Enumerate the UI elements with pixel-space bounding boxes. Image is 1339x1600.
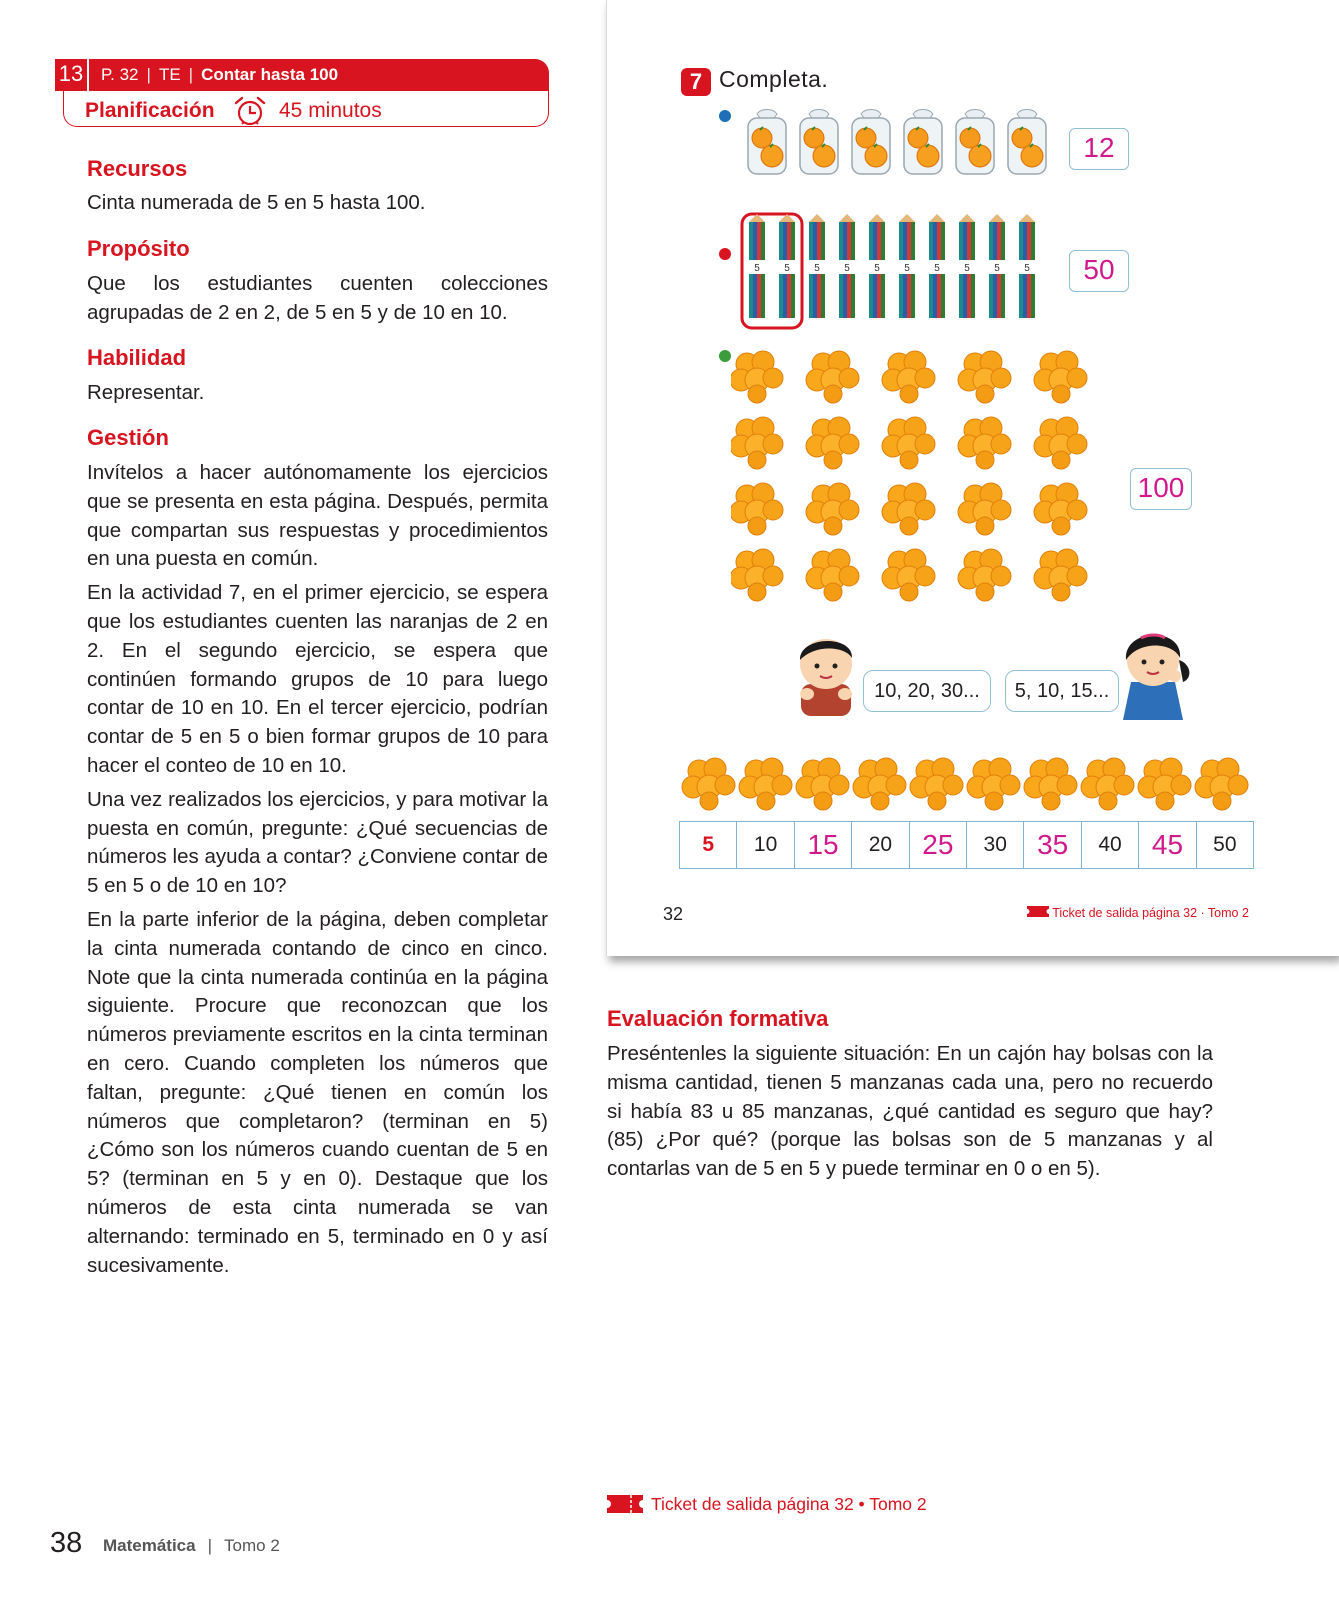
book-code: TE [158,65,181,84]
strip-cell: 5 [680,822,737,868]
habilidad-paragraph: Representar. [87,381,205,404]
strip-cell: 20 [852,822,909,868]
ticket-note [607,1494,927,1515]
footer-separator: | [207,1536,213,1555]
orange-clusters-illustration [731,350,1091,610]
strip-cell: 40 [1082,822,1139,868]
workbook-page-number: 32 [663,904,684,924]
proposito-text [87,270,548,333]
bullet-red [719,248,731,260]
orange-bags-illustration [743,106,1053,178]
evaluacion-heading: Evaluación formativa [607,1006,829,1031]
duration: 45 minutos [279,99,382,122]
strip-cell[interactable]: 35 [1024,822,1081,868]
proposito-paragraph: Que los estudiantes cuenten colecciones agrupadas de 2 en 2, de 5 en 5 y de 10 en 10. [87,272,548,324]
planning-label: Planificación [85,99,215,122]
strip-cell[interactable]: 15 [795,822,852,868]
footer-volume: Tomo 2 [224,1536,280,1555]
number-strip [679,821,1254,869]
girl-character-illustration [1113,620,1197,720]
speech-bubble-girl: 5, 10, 15... [1005,670,1119,712]
lesson-number: 13 [55,59,89,91]
recursos-text [87,189,548,223]
gestion-paragraph-2: En la actividad 7, en el primer ejercicio, se espera que los estudiantes cuenten las naranjas de 2 en 2. En el segundo ejercicio, se espera que continúen formando grupos de 10 para luego contar de 10 en 10. En el tercer ejercicio, podrían contar de 5 en 5 o bien formar grupos de 10 para hacer el conteo de 10 en 10. [87,581,548,777]
answer-box-2[interactable]: 50 [1069,250,1129,292]
answer-box-1[interactable]: 12 [1069,128,1129,170]
strip-cell[interactable]: 45 [1139,822,1196,868]
activity-number: 7 [681,68,711,96]
habilidad-heading: Habilidad [87,345,187,370]
gestion-paragraph-3: Una vez realizados los ejercicios, y para motivar la puesta en común, pregunte: ¿Qué secuencias de números les ayuda a contar? ¿Conviene contar de 5 en 5 o de 10 en 10? [87,787,548,898]
orange-row-illustration [679,757,1254,813]
page-ref: P. 32 [101,65,139,84]
ticket-icon [607,1495,643,1513]
strip-cell[interactable]: 25 [910,822,967,868]
proposito-heading: Propósito [87,236,190,261]
ticket-text: Ticket de salida página 32 • Tomo 2 [651,1494,927,1514]
lesson-meta: P. 32 | TE | Contar hasta 100 [101,65,339,84]
ticket-icon [1027,906,1049,917]
boy-character-illustration [787,628,865,716]
strip-cell: 30 [967,822,1024,868]
activity-instruction: Completa. [719,66,829,92]
workbook-page [606,0,1339,956]
alarm-clock-icon [233,95,267,127]
footer-page-number: 38 [50,1527,83,1559]
footer-title [103,1536,280,1556]
recursos-heading: Recursos [87,156,188,181]
answer-box-3[interactable]: 100 [1130,468,1192,510]
gestion-paragraph-4: En la parte inferior de la página, deben completar la cinta numerada contando de cinco en cinco. Note que la cinta numerada continúa en la página siguiente. Procure que reconozcan que los números previamente escritos en la cinta terminan en cero. Cuando completen los números que faltan, pregunte: ¿Qué tienen en común los números que completaron? (terminan en 5) ¿Cómo son los números cuando cuentan de 5 en 5? (terminan en 5 y en 0). Destaque que los números de esta cinta numerada se van alternando: terminado en 5, terminado en 0 y así sucesivamente. [87,907,548,1277]
evaluacion-text: Preséntenles la siguiente situación: En un cajón hay bolsas con la misma cantidad, tienen 5 manzanas cada una, pero no recuerdo si había 83 u 85 manzanas, ¿qué cantidad es seguro que hay? (85) ¿Por qué? (porque las bolsas son de 5 manzanas y al contarlas van de 5 en 5 y puede terminar en 0 o en 5). [607,1042,1213,1181]
workbook-ticket-note [1027,906,1249,920]
recursos-paragraph: Cinta numerada de 5 en 5 hasta 100. [87,191,426,214]
strip-cell: 10 [737,822,794,868]
bullet-green [719,350,731,362]
gestion-paragraph-1: Invítelos a hacer autónomamente los ejercicios que se presenta en esta página. Después, permita que compartan sus respuestas y procedimientos en una puesta en común. [87,461,548,571]
strip-cell: 50 [1213,833,1237,856]
habilidad-text [87,379,548,413]
speech-bubble-boy: 10, 20, 30... [863,670,991,712]
lesson-topic: Contar hasta 100 [201,65,339,84]
bullet-blue [719,110,731,122]
pencil-bundles-illustration [739,212,1039,330]
gestion-text [87,459,548,1285]
workbook-ticket-text: Ticket de salida página 32 · Tomo 2 [1052,906,1249,920]
lesson-header [55,59,549,129]
gestion-heading: Gestión [87,425,169,450]
footer-subject: Matemática [103,1536,196,1555]
